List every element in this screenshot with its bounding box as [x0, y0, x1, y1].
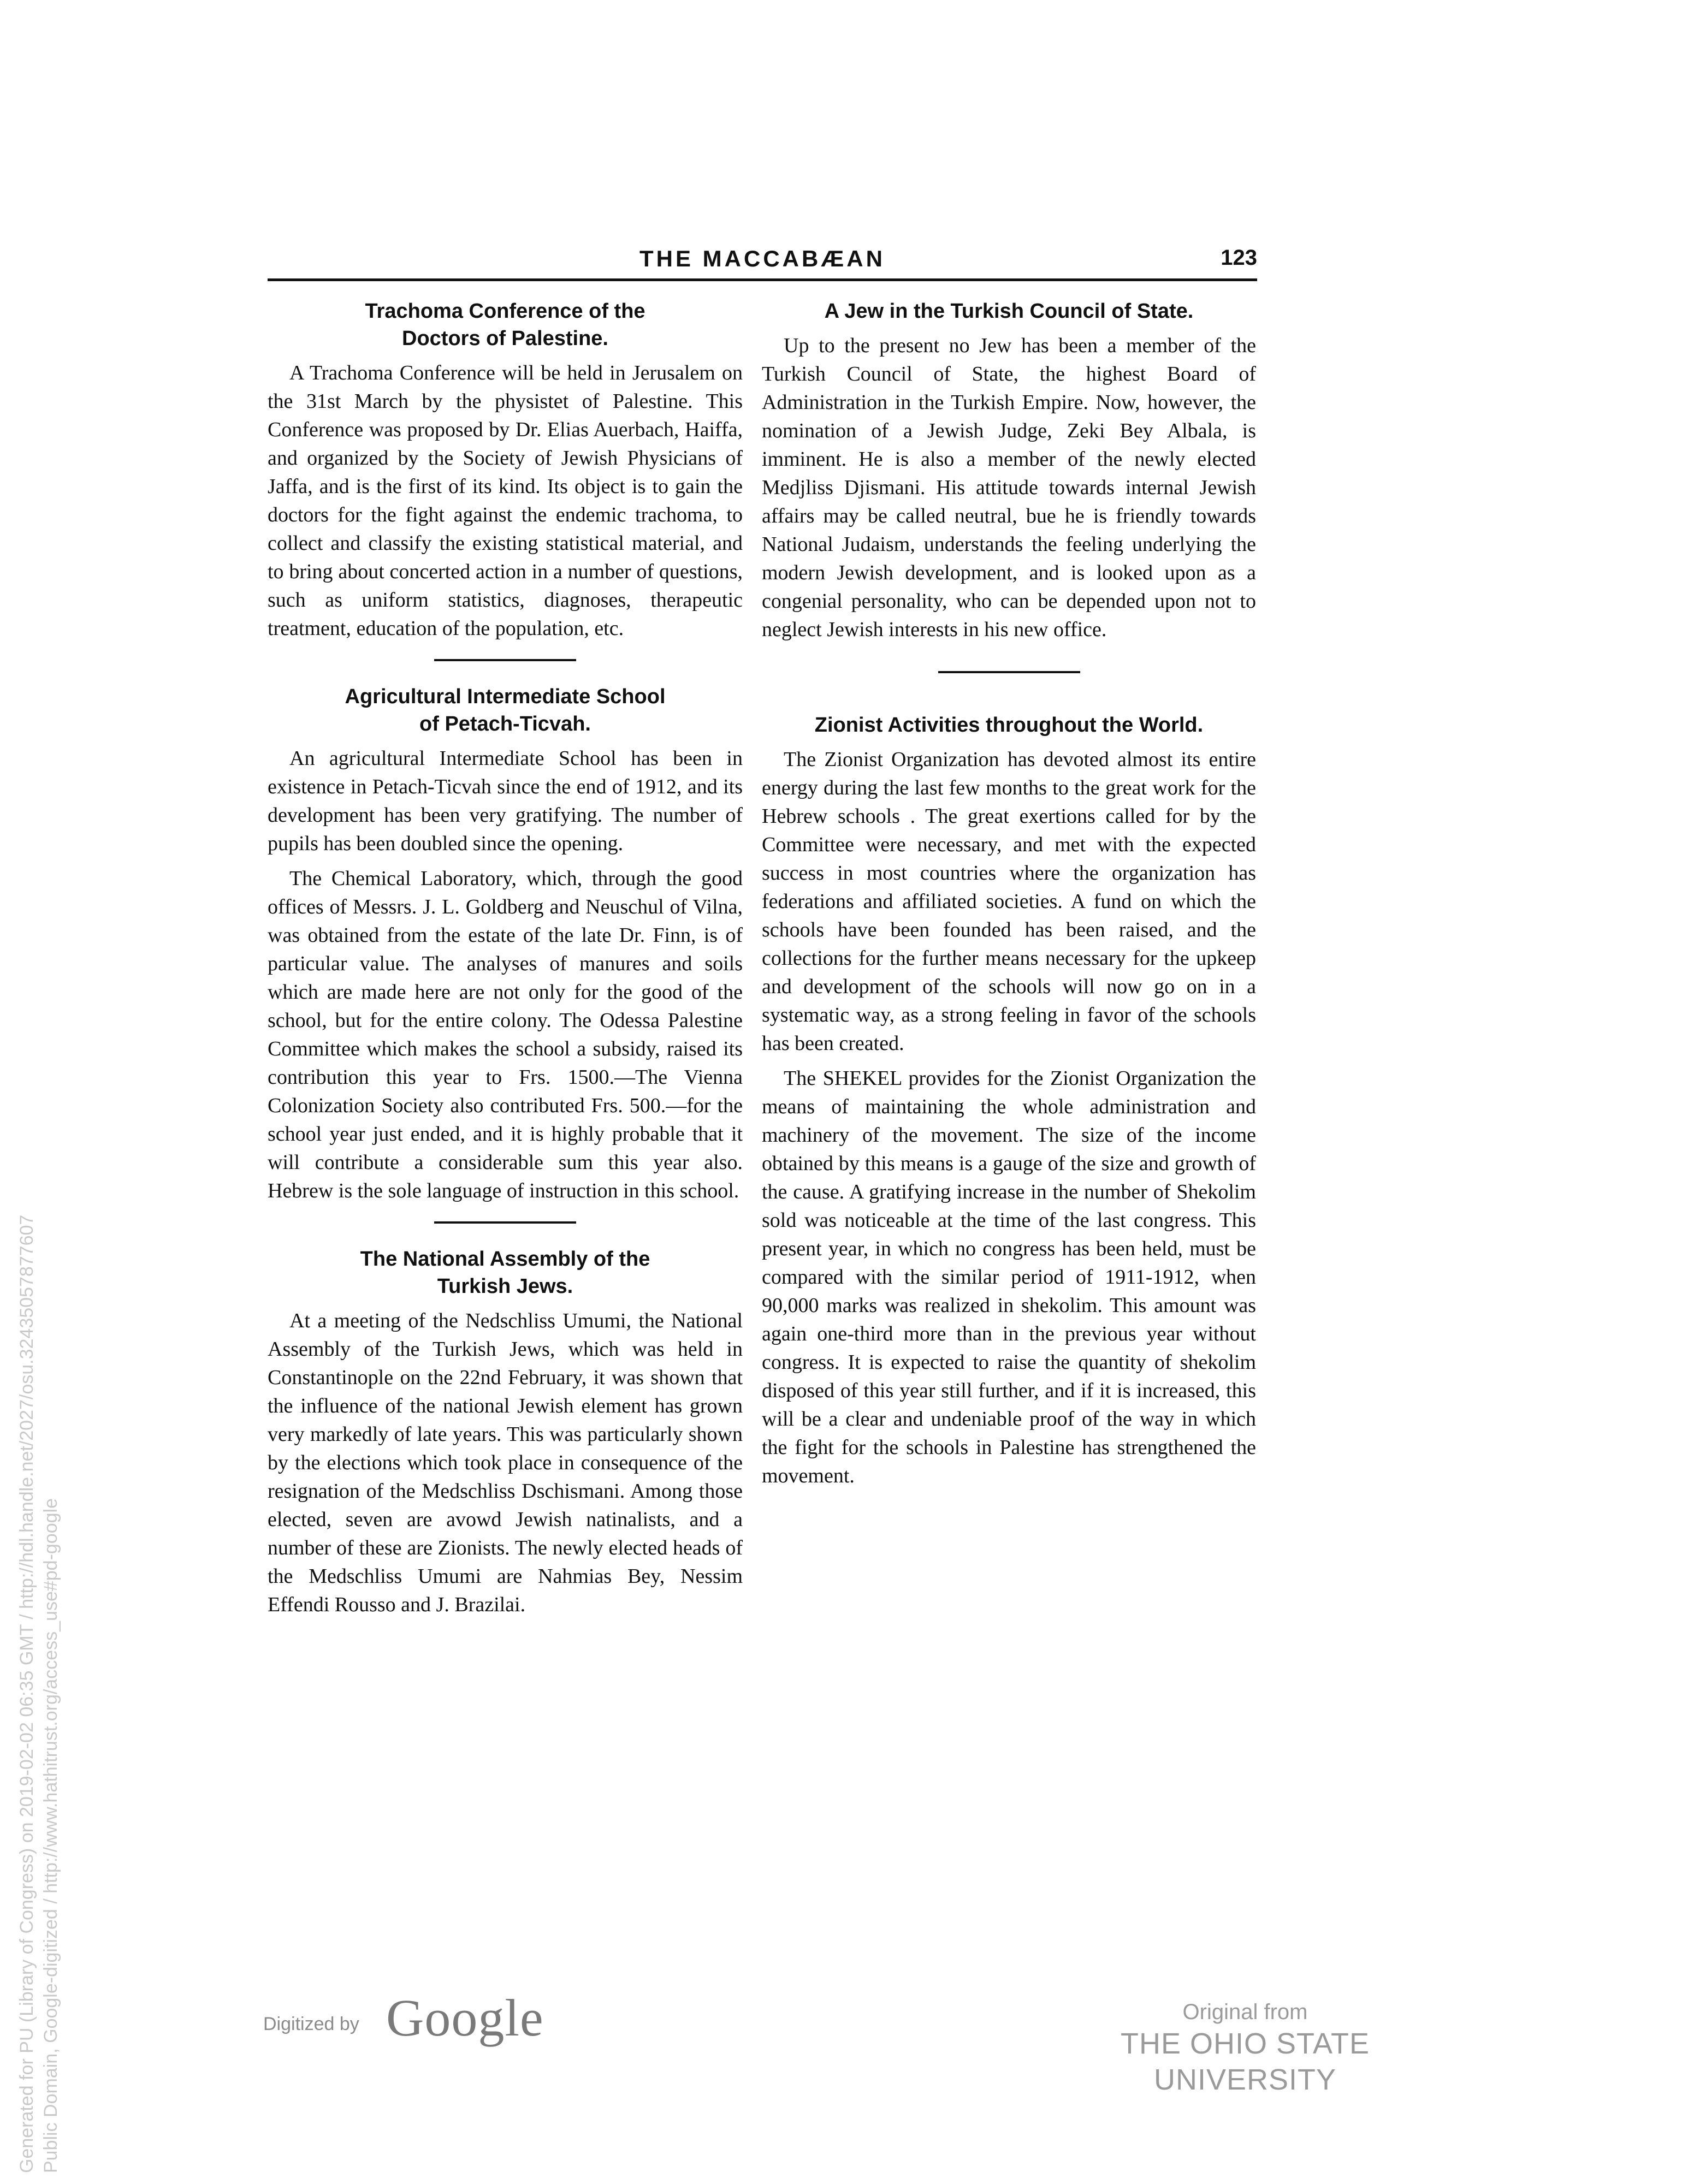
- article-national-assembly: [268, 1245, 743, 1619]
- article-title: [762, 711, 1256, 739]
- section-divider: [434, 1221, 576, 1224]
- article-title-line1: Agricultural Intermediate School: [345, 685, 666, 708]
- original-from-credit: [1054, 1998, 1436, 2098]
- section-divider: [938, 671, 1080, 673]
- hathitrust-watermark: [16, 808, 109, 2173]
- article-paragraph: The Zionist Organization has devoted almost its entire energy during the last few months to the great work for the Hebrew schools . The great exertions called for by the Committee were necessary, and met with the expected success in most countries where the organization has federations and affiliated societies. A fund on which the schools have been founded has been raised, and the collections for the further means necessary for the upkeep and development of the schools will now go on in a systematic way, as a strong feeling in favor of the schools has been created.: [762, 748, 1256, 1055]
- article-title-line2: Turkish Jews.: [437, 1275, 573, 1298]
- watermark-line2: Public Domain, Google-digitized / http://www.hathitrust.org/access_use#pd-google: [40, 1498, 61, 2173]
- article-zionist-activities: [762, 711, 1256, 1490]
- article-title-line2: of Petach-Ticvah.: [419, 713, 591, 735]
- article-agricultural-school: [268, 683, 743, 1205]
- journal-title: THE MACCABÆAN: [639, 246, 885, 271]
- article-paragraph: The SHEKEL provides for the Zionist Organization the means of maintaining the whole administration and machinery of the movement. The size of the income obtained by this means is a gauge of the size and growth of the cause. A gratifying increase in the number of Shekolim sold was noticeable at the time of the last congress. This present year, in which no congress has been held, must be compared with the similar period of 1911-1912, when 90,000 marks was realized in shekolim. This amount was again one-third more than in the previous year without congress. It is expected to raise the quantity of shekolim disposed of this year still further, and if it is increased, this will be a clear and undeniable proof of the way in which the fight for the schools in Palestine has strengthened the movement.: [762, 1067, 1256, 1487]
- watermark-line1: Generated for PU (Library of Congress) on 2019-02-02 06:35 GMT / http://hdl.handle.net/2027/osu.32435057877607: [16, 1214, 37, 2173]
- section-divider: [434, 659, 576, 661]
- header-rule: [268, 278, 1257, 281]
- digitized-by-google-logo: [263, 1987, 591, 2048]
- article-paragraph: At a meeting of the Nedschliss Umumi, the National Assembly of the Turkish Jews, which was held in Constantinople on the 22nd February, it was shown that the influence of the national Jewish element has grown very markedly of late years. This was particularly shown by the elections which took place in consequence of the resignation of the Medschliss Dschismani. Among those elected, seven are avowd Jewish natinalists, and a number of these are Zionists. The newly elected heads of the Medschliss Umumi are Nahmias Bey, Nessim Effendi Rousso and J. Brazilai.: [268, 1309, 743, 1616]
- page-number: 123: [1221, 246, 1257, 270]
- university-name: THE OHIO STATE UNIVERSITY: [1120, 2027, 1370, 2096]
- right-column: [762, 298, 1256, 1497]
- article-paragraph: The Chemical Laboratory, which, through the good offices of Messrs. J. L. Goldberg and Neuschul of Vilna, was obtained from the estate of the late Dr. Finn, is of particular value. The analyses of manures and soils which are made here are not only for the good of the school, but for the entire colony. The Odessa Palestine Committee which makes the school a subsidy, raised its contribution this year to Frs. 1500.—The Vienna Colonization Society also contributed Frs. 500.—for the school year just ended, and it is highly probable that it will contribute a considerable sum this year also. Hebrew is the sole language of instruction in this school.: [268, 867, 743, 1202]
- article-title: [268, 298, 743, 352]
- article-paragraph: A Trachoma Conference will be held in Jerusalem on the 31st March by the physistet of Palestine. This Conference was proposed by Dr. Elias Auerbach, Haiffa, and organized by the Society of Jewish Physicians of Jaffa, and is the first of its kind. Its object is to gain the doctors for the fight against the endemic trachoma, to collect and classify the existing statistical material, and to bring about concerted action in a number of questions, such as uniform statistics, diagnoses, therapeutic treatment, education of the population, etc.: [268, 361, 743, 640]
- article-title-line1: The National Assembly of the: [360, 1248, 650, 1271]
- article-title: [762, 298, 1256, 325]
- article-trachoma: [268, 298, 743, 643]
- left-column: [268, 298, 743, 1625]
- google-logo: Google: [386, 1989, 544, 2047]
- article-title: [268, 1245, 743, 1300]
- digitized-by-label: Digitized by: [263, 2014, 359, 2034]
- article-title-line2: Doctors of Palestine.: [402, 327, 608, 350]
- original-from-label: Original from: [1182, 2000, 1308, 2024]
- article-paragraph: An agricultural Intermediate School has been in existence in Petach-Ticvah since the end of 1912, and its development has been very gratifying. The number of pupils has been doubled since the opening.: [268, 747, 743, 855]
- watermark-text: [15, 1215, 63, 2173]
- article-title-line1: Zionist Activities throughout the World.: [814, 714, 1204, 737]
- article-paragraph: Up to the present no Jew has been a member of the Turkish Council of State, the highest Board of Administration in the Turkish Empire. Now, however, the nomination of a Jewish Judge, Zeki Bey Albala, is imminent. He is also a member of the newly elected Medjliss Djismani. His attitude towards internal Jewish affairs may be called neutral, bue he is friendly towards National Judaism, understands the feeling underlying the modern Jewish development, and is looked upon as a congenial personality, who can be depended upon not to neglect Jewish interests in his new office.: [762, 334, 1256, 641]
- article-title-line1: A Jew in the Turkish Council of State.: [824, 300, 1194, 323]
- running-header: [268, 246, 1257, 278]
- article-title-line1: Trachoma Conference of the: [365, 300, 645, 323]
- article-title: [268, 683, 743, 738]
- article-turkish-council: [762, 298, 1256, 644]
